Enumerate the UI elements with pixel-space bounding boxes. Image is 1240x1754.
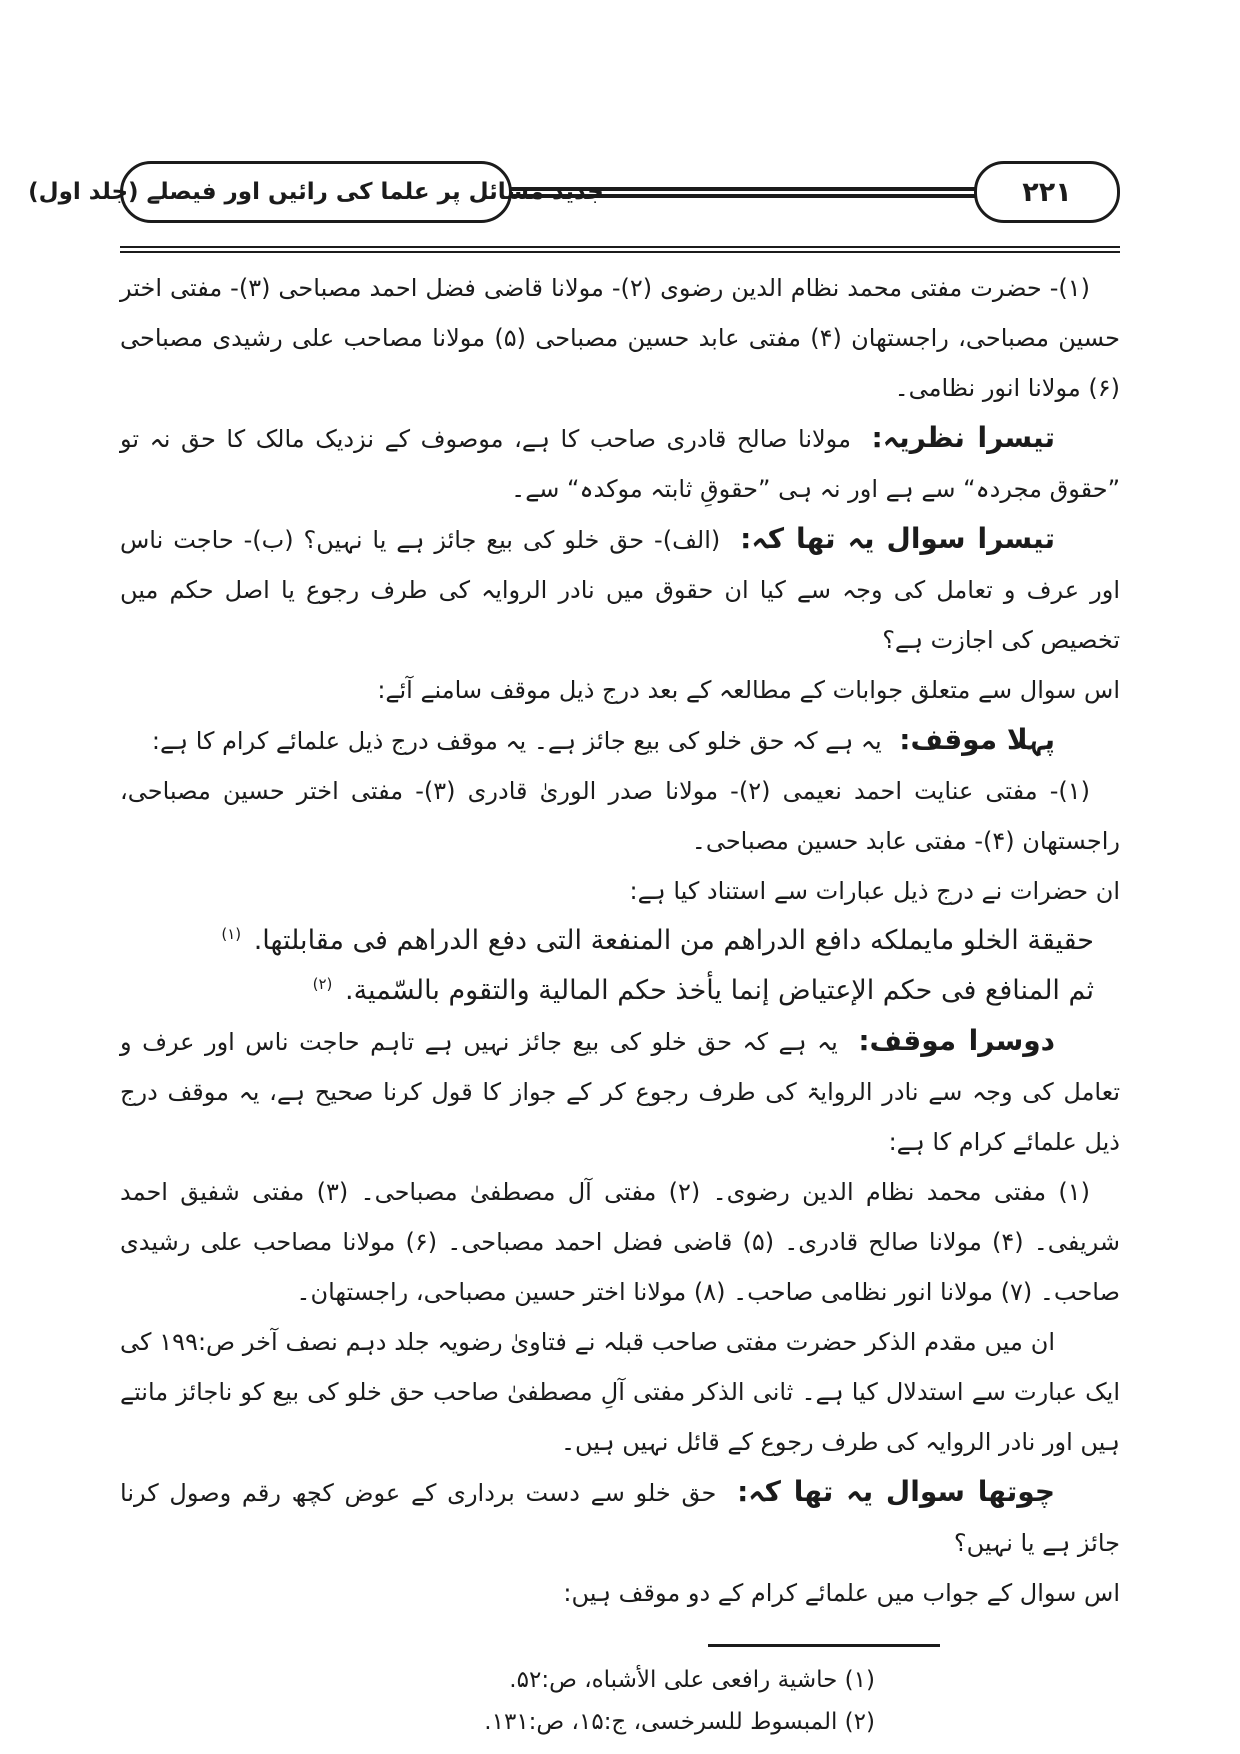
fourth-question-heading: چوتھا سوال یہ تھا کہ: (737, 1475, 1056, 1508)
third-view-text: مولانا صالح قادری صاحب کا ہے، موصوف کے نزدیک مالک کا حق نہ تو ”حقوق مجردہ“ سے ہے اور نہ ہی ”حقوقِ ثابتہ موکدہ“ سے۔ (120, 425, 1120, 503)
istinad-line: ان حضرات نے درج ذیل عبارات سے استناد کیا ہے: (629, 877, 1120, 905)
footnote-ref-2: (۲) (312, 975, 333, 993)
page-number-badge (974, 161, 1120, 223)
arabic-quote-1 (120, 916, 1120, 966)
third-question-text: (الف)- حق خلو کی بیع جائز ہے یا نہیں؟ (ب)- حاجت ناس اور عرف و تعامل کی وجہ سے کیا ان حقوق میں نادر الروایہ کی طرف رجوع یا اصل حکم میں تخصیص کی اجازت ہے؟ (120, 526, 1120, 654)
second-position-text: یہ ہے کہ حق خلو کی بیع جائز نہیں ہے تاہم حاجت ناس اور عرف و تعامل کی وجہ سے نادر الروایۃ کی طرف رجوع کر کے جواز کا قول کرنا صحیح ہے، یہ موقف درج ذیل علمائے کرام کا ہے: (120, 1028, 1120, 1156)
second-position-paragraph (120, 1016, 1120, 1167)
arabic-quote-2 (120, 966, 1120, 1016)
first-position-names: (۱)- مفتی عنایت احمد نعیمی (۲)- مولانا صدر الوریٰ قادری (۳)- مفتی اختر حسین مصباحی، راجستھان (۴)- مفتی عابد حسین مصباحی۔ (120, 777, 1120, 855)
book-title-cartouche (28, 161, 604, 223)
arabic-quote-1-text: حقيقة الخلو مايملكه دافع الدراهم من المنفعة التى دفع الدراهم فى مقابلتها. (253, 925, 1094, 956)
third-question-heading: تیسرا سوال یہ تھا کہ: (740, 522, 1055, 555)
fourth-question-text: حق خلو سے دست برداری کے عوض کچھ رقم وصول کرنا جائز ہے یا نہیں؟ (120, 1479, 1120, 1557)
book-title: جدید مسائل پر علما کی رائیں اور فیصلے (جلد اول) (28, 179, 604, 205)
first-position-paragraph (120, 715, 1120, 766)
second-position-heading: دوسرا موقف: (858, 1024, 1055, 1057)
names-paragraph-1: (۱)- حضرت مفتی محمد نظام الدین رضوی (۲)- مولانا قاضی فضل احمد مصباحی (۳)- مفتی اختر حسین مصباحی، راجستھان (۴) مفتی عابد حسین مصباحی (۵) مولانا مصاحب علی رشیدی مصباحی (۶) مولانا انور نظامی۔ (120, 274, 1120, 402)
page-number: ۲۲۱ (1022, 176, 1072, 208)
page-header (28, 160, 1120, 224)
footnote-1: (۱) حاشیة رافعی علی الأشباه، ص:۵۲. (509, 1667, 875, 1693)
header-underline-rule (120, 246, 1120, 253)
answer-intro-line: اس سوال کے جواب میں علمائے کرام کے دو موقف ہیں: (563, 1579, 1120, 1607)
page-body-text (120, 263, 1120, 1618)
second-position-names: (۱) مفتی محمد نظام الدین رضوی۔ (۲) مفتی آل مصطفیٰ مصباحی۔ (۳) مفتی شفیق احمد شریفی۔ (۴) مولانا صالح قادری۔ (۵) قاضی فضل احمد مصباحی۔ (۶) مولانا مصاحب علی رشیدی صاحب۔ (۷) مولانا انور نظامی صاحب۔ (۸) مولانا اختر حسین مصباحی، راجستھان۔ (120, 1178, 1120, 1306)
positions-intro-line: اس سوال سے متعلق جوابات کے مطالعہ کے بعد درج ذیل موقف سامنے آئے: (377, 676, 1120, 704)
third-view-heading: تیسرا نظریہ: (871, 421, 1055, 454)
footnote-ref-1: (۱) (221, 925, 242, 943)
discussion-paragraph: ان میں مقدم الذکر حضرت مفتی صاحب قبلہ نے فتاویٰ رضویہ جلد دہم نصف آخر ص:۱۹۹ کی ایک عبارت سے استدلال کیا ہے۔ ثانی الذکر مفتی آلِ مصطفیٰ صاحب حق خلو کی بیع کو ناجائز مانتے ہیں اور نادر الروایہ کی طرف رجوع کے قائل نہیں ہیں۔ (120, 1328, 1120, 1456)
footnotes-block (120, 1644, 1120, 1743)
first-position-heading: پہلا موقف: (899, 723, 1055, 756)
arabic-quote-2-text: ثم المنافع فى حكم الإعتياض إنما يأخذ حكم المالية والتقوم بالسّمية. (345, 975, 1094, 1006)
third-view-paragraph (120, 413, 1120, 514)
footnote-separator-rule (708, 1644, 940, 1647)
fourth-question-paragraph (120, 1467, 1120, 1568)
footnote-2: (۲) المبسوط للسرخسی، ج:۱۵، ص:۱۳۱. (484, 1709, 875, 1735)
first-position-text: یہ ہے کہ حق خلو کی بیع جائز ہے۔ یہ موقف درج ذیل علمائے کرام کا ہے: (151, 727, 882, 755)
third-question-paragraph (120, 514, 1120, 665)
